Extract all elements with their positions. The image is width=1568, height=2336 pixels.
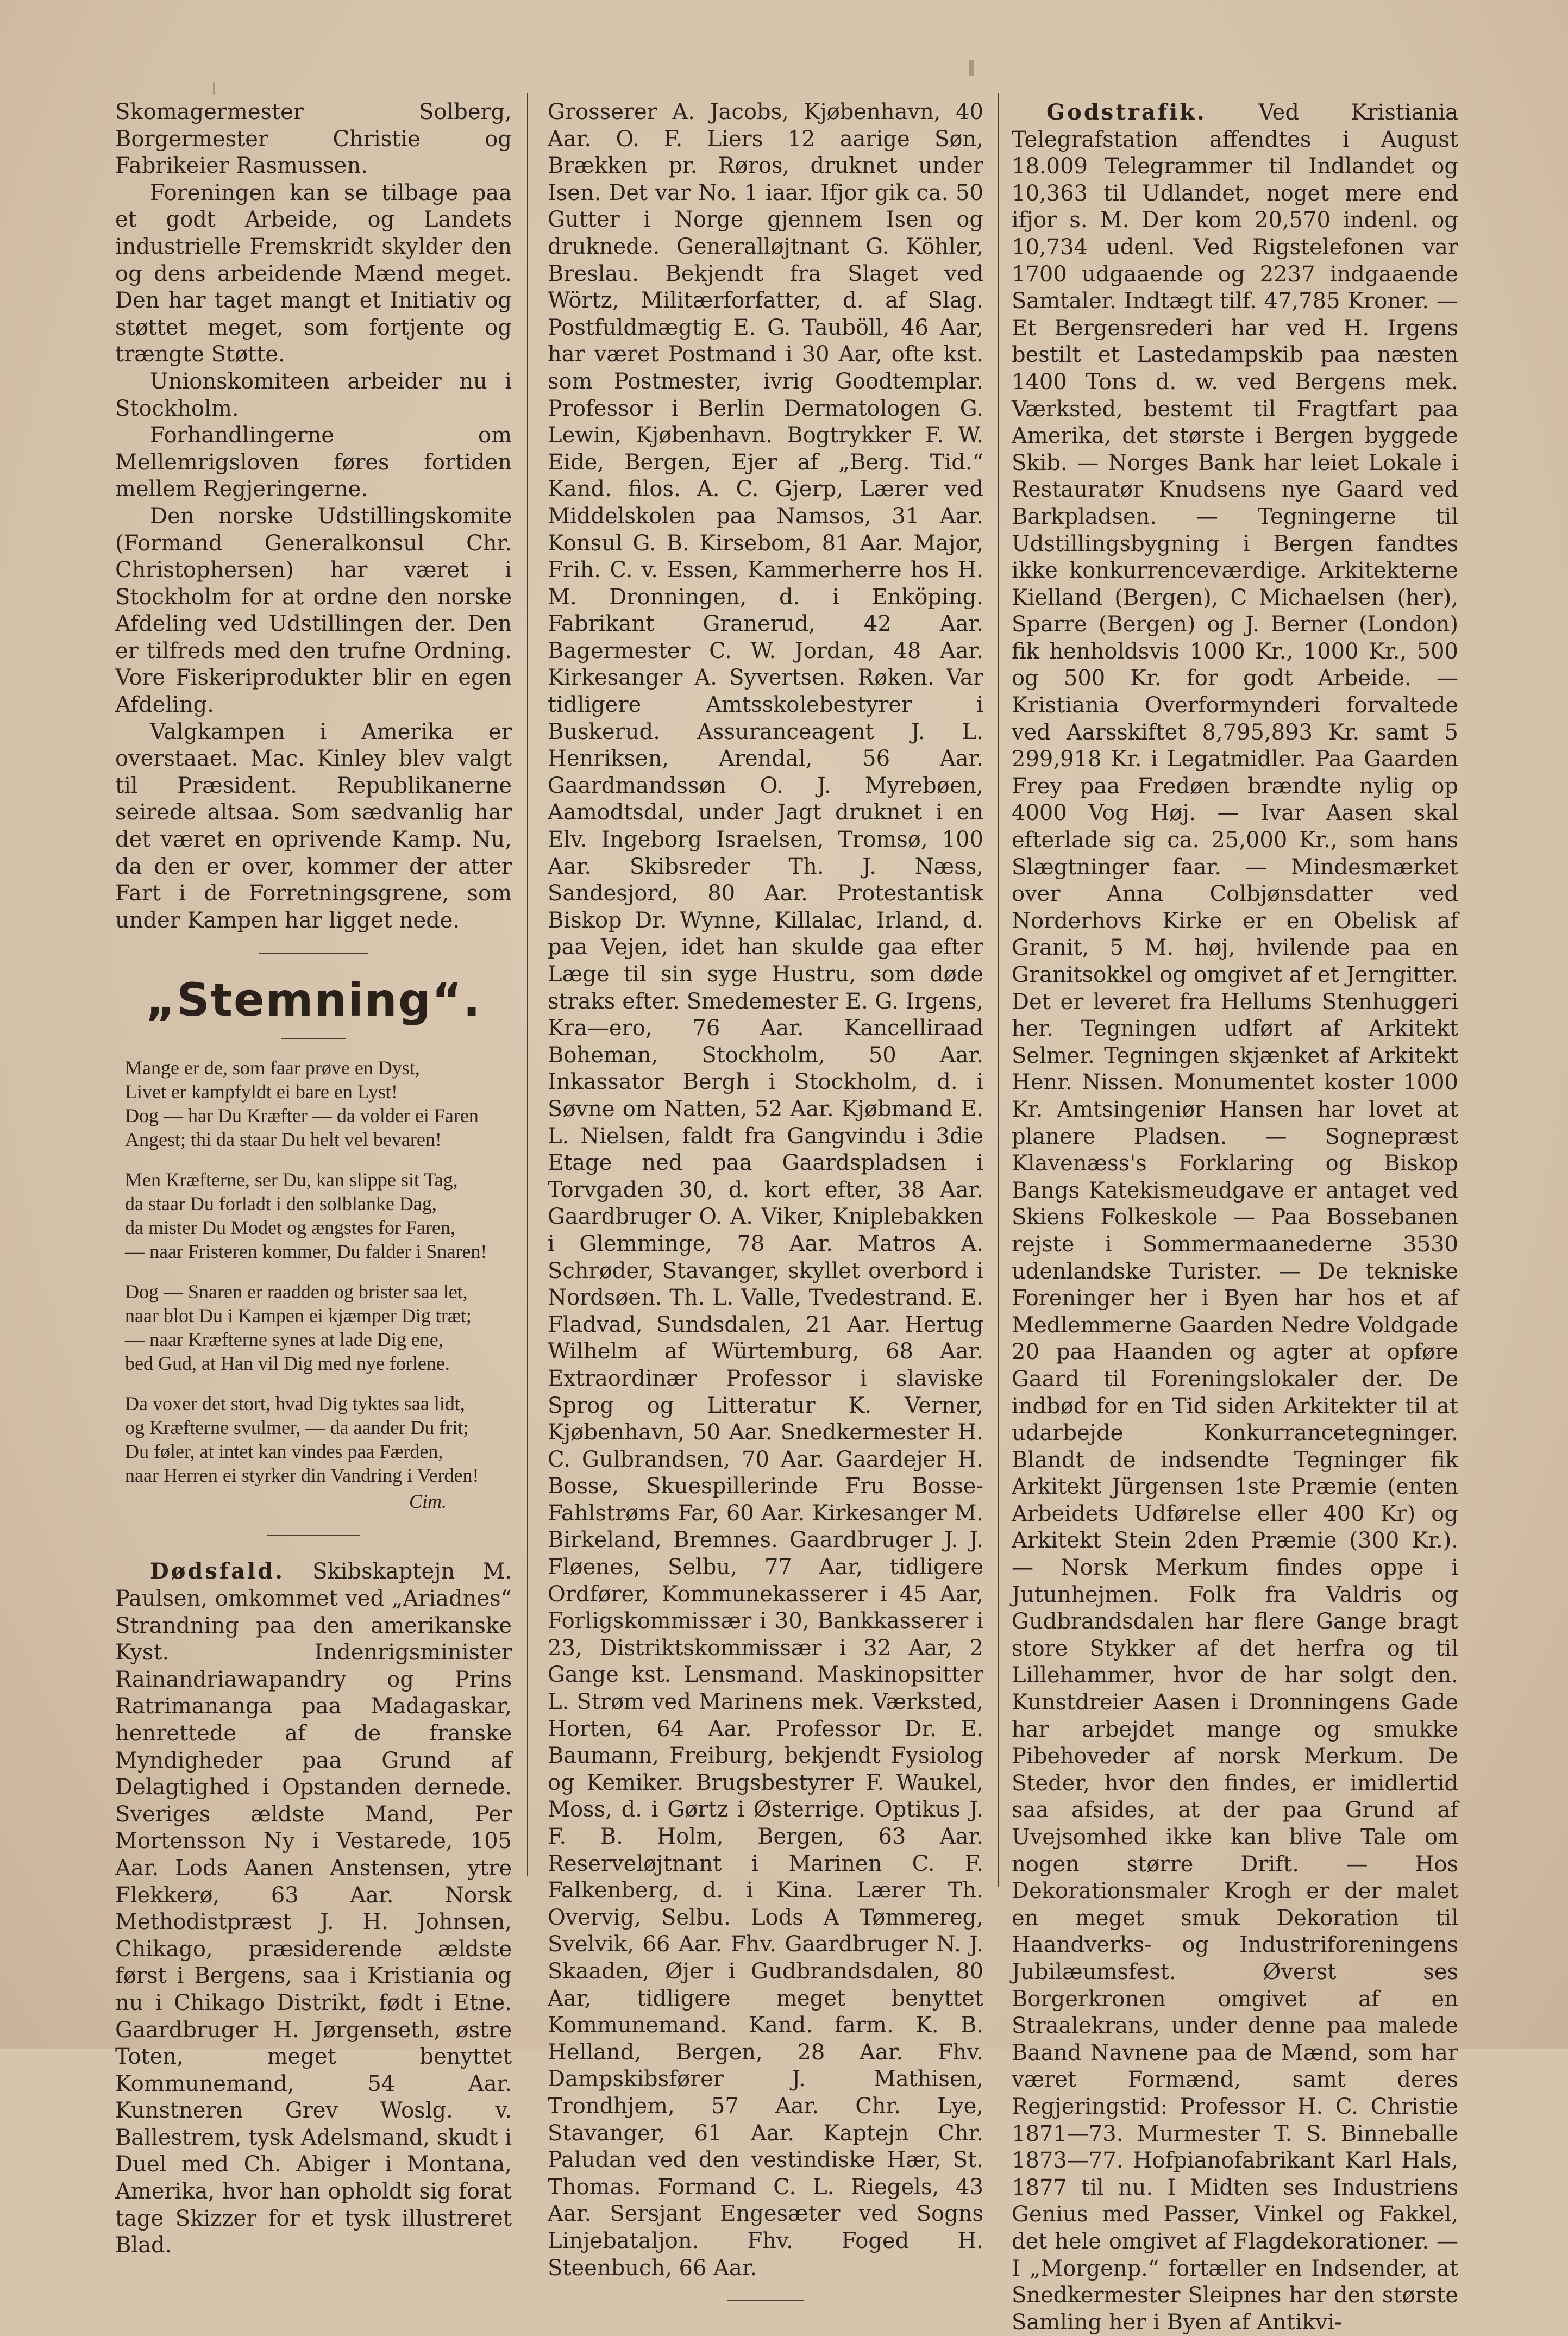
poem-stanza bbox=[125, 1392, 512, 1487]
section-divider bbox=[267, 1535, 360, 1536]
poem-line: da mister Du Modet og ængstes for Faren, bbox=[125, 1217, 455, 1239]
column-middle bbox=[548, 99, 983, 2318]
poem-line: Mange er de, som faar prøve en Dyst, bbox=[125, 1057, 420, 1079]
paragraph-udstillingskomite: Den norske Udstillingskomite (Formand Generalkonsul Chr. Christophersen) har været i Stockholm for at ordne den norske Afdeling ved Udstillingen der. Den er tilfreds med den trufne Ordning. Vore Fiskeriprodukter blir en egen Afdeling. bbox=[115, 503, 512, 718]
dodsfald-paragraph bbox=[115, 1558, 512, 2259]
poem-line: — naar Fristeren kommer, Du falder i Snaren! bbox=[125, 1241, 487, 1263]
poem-line: Dog — har Du Kræfter — da volder ei Faren bbox=[125, 1105, 479, 1127]
paragraph-unionskomiteen: Unionskomiteen arbeider nu i Stockholm. bbox=[115, 368, 512, 421]
poem-line: Angest; thi da staar Du helt vel bevaren! bbox=[125, 1129, 442, 1151]
poem-line: Dog — Snaren er raadden og brister saa let, bbox=[125, 1281, 468, 1303]
paragraph-foreningen: Foreningen kan se tilbage paa et godt Arbeide, og Landets industrielle Fremskridt skylder den og dens arbeidende Mænd meget. Den har taget mangt et Initiativ og støttet meget, som fortjente og trængte Støtte. bbox=[115, 180, 512, 367]
poem-line: — naar Kræfterne synes at lade Dig ene, bbox=[125, 1329, 443, 1351]
poem-stanza bbox=[125, 1168, 512, 1263]
poem-signature: Cim. bbox=[409, 1490, 447, 1513]
section-end-divider bbox=[727, 2300, 804, 2301]
poem-title: „Stemning“. bbox=[146, 973, 481, 1027]
poem-title-underline bbox=[281, 1038, 346, 1039]
poem-line: og Kræfterne svulmer, — da aander Du frit; bbox=[125, 1417, 469, 1439]
poem-line: da staar Du forladt i den solblanke Dag, bbox=[125, 1193, 437, 1215]
poem-stanza bbox=[125, 1280, 512, 1375]
dodsfald-heading: Dødsfald. bbox=[150, 1558, 285, 1585]
dodsfald-body: Skibskaptejn M. Paulsen, omkommet ved „Ariadnes“ Strandning paa den amerikanske Kyst. Indenrigsminister Rainandriawapandry og Prins Ratrimananga paa Madagaskar, henrettede af de franske Myndigheder paa Grund af Delagtighed i Opstanden dernede. Sveriges ældste Mand, Per Mortensson Ny i Vestarede, 105 Aar. Lods Aanen Anstensen, ytre Flekkerø, 63 Aar. Norsk Methodistpræst J. H. Johnsen, Chikago, præsiderende ældste først i Bergens, saa i Kristiania og nu i Chikago Distrikt, født i Etne. Gaardbruger H. Jørgenseth, østre Toten, meget benyttet Kommunemand, 54 Aar. Kunstneren Grev Woslg. v. Ballestrem, tysk Adelsmand, skudt i Duel med Ch. Abiger i Montana, Amerika, hvor han opholdt sig forat tage Skizzer for et tysk illustreret Blad. bbox=[115, 1559, 512, 2258]
paper-blemish bbox=[213, 82, 215, 95]
poem-line: naar blot Du i Kampen ei kjæmper Dig træt; bbox=[125, 1305, 472, 1327]
column-left bbox=[115, 99, 512, 2259]
poem-line: Livet er kampfyldt ei bare en Lyst! bbox=[125, 1081, 398, 1103]
poem-line: bed Gud, at Han vil Dig med nye forlene. bbox=[125, 1352, 450, 1375]
column-divider-1 bbox=[527, 93, 528, 1876]
godstrafik-paragraph bbox=[1012, 99, 1458, 2336]
paragraph-valgkampen: Valgkampen i Amerika er overstaaet. Mac. Kinley blev valgt til Præsident. Republikanerne seirede altsaa. Som sædvanlig har det været en oprivende Kamp. Nu, da den er over, kommer der atter Fart i de Forretningsgrene, som under Kampen har ligget nede. bbox=[115, 719, 512, 933]
poem-line: Du føler, at intet kan vindes paa Færden, bbox=[125, 1441, 443, 1463]
column-divider-2 bbox=[998, 93, 999, 1887]
paper-blemish bbox=[969, 60, 974, 76]
poem bbox=[125, 1056, 512, 1513]
poem-line: Men Kræfterne, ser Du, kan slippe sit Tag, bbox=[125, 1169, 458, 1191]
article-continuation: Skomagermester Solberg, Borgermester Christie og Fabrikeier Rasmussen. bbox=[115, 99, 512, 179]
godstrafik-body: Ved Kristiania Telegrafstation affendtes i August 18.009 Telegrammer til Indlandet og 10,363 til Udlandet, noget mere end ifjor s. M. Der kom 20,570 indenl. og 10,734 udenl. Ved Rigstelefonen var 1700 udgaaende og 2237 indgaaende Samtaler. Indtægt tilf. 47,785 Kroner. — Et Bergensrederi har ved H. Irgens bestilt et Lastedampskib paa næsten 1400 Tons d. w. ved Bergens mek. Værksted, bestemt til Fragtfart paa Amerika, det største i Bergen byggede Skib. — Norges Bank har leiet Lokale i Restauratør Knudsens nye Gaard ved Barkpladsen. — Tegningerne til Udstillingsbygning i Bergen fandtes ikke konkurrenceværdige. Arkitekterne Kielland (Bergen), C Michaelsen (her), Sparre (Bergen) og J. Berner (London) fik henholdsvis 1000 Kr., 1000 Kr., 500 og 500 Kr. for godt Arbeide. — Kristiania Overformynderi forvaltede ved Aarsskiftet 8,795,893 Kr. samt 5 299,918 Kr. i Legatmidler. Paa Gaarden Frey paa Fredøen brændte nylig op 4000 Vog Høj. — Ivar Aasen skal efterlade sig ca. 25,000 Kr., som hans Slægtninger faar. — Mindesmærket over Anna Colbjønsdatter ved Norderhovs Kirke er en Obelisk af Granit, 5 M. høj, hvilende paa en Granitsokkel og omgivet af et Jerngitter. Det er leveret fra Hellums Stenhuggeri her. Tegningen udført af Arkitekt Selmer. Tegningen skjænket af Arkitekt Henr. Nissen. Monumentet koster 1000 Kr. Amtsingeniør Hansen har lovet at planere Pladsen. — Sognepræst Klavenæss's Forklaring og Biskop Bangs Katekismeudgave er antaget ved Skiens Folkeskole — Paa Bossebanen rejste i Sommermaanederne 3530 udenlandske Turister. — De tekniske Foreninger her i Byen har hos et af Medlemmerne Gaarden Nedre Voldgade 20 paa Haanden og agter at opføre Gaard til Foreningslokaler der. De indbød for en Tid siden Arkitekter til at udarbejde Konkurrancetegninger. Blandt de indsendte Tegninger fik Arkitekt Jürgensen 1ste Præmie (enten Arbeidets Udførelse eller 400 Kr) og Arkitekt Stein 2den Præmie (300 Kr.). — Norsk Merkum findes oppe i Jutunhejmen. Folk fra Valdris og Gudbrandsdalen har flere Gange bragt store Stykker af det herfra og til Lillehammer, hvor de har solgt den. Kunstdreier Aasen i Dronningens Gade har arbejdet mange og smukke Pibehoveder af norsk Merkum. De Steder, hvor den findes, er imidlertid saa afsides, at der paa Grund af Uvejsomhed ikke kan blive Tale om nogen større Drift. — Hos Dekorationsmaler Krogh er der malet en meget smuk Dekoration til Haandverks- og Industriforeningens Jubilæumsfest. Øverst ses Borgerkronen omgivet af en Straalekrans, under denne paa malede Baand Navnene paa de Mænd, som har været Formænd, samt deres Regjeringstid: Professor H. C. Christie 1871—73. Murmester T. S. Binneballe 1873—77. Hofpianofabrikant Karl Hals, 1877 til nu. I Midten ses Industriens Genius med Passer, Vinkel og Fakkel, det hele omgivet af Flagdekorationer. — I „Morgenp.“ fortæller en Indsender, at Snedkermester Sleipnes har den største Samling her i Byen af Antikvi- bbox=[1012, 100, 1458, 2335]
section-divider bbox=[259, 953, 368, 954]
poem-line: Da voxer det stort, hvad Dig tyktes saa lidt, bbox=[125, 1393, 465, 1415]
poem-stanza bbox=[125, 1056, 512, 1151]
godstrafik-heading: Godstrafik. bbox=[1046, 99, 1207, 125]
poem-line: naar Herren ei styrker din Vandring i Verden! bbox=[125, 1464, 479, 1487]
column-right bbox=[1012, 99, 1458, 2336]
obituary-list: Grosserer A. Jacobs, Kjøbenhavn, 40 Aar. O. F. Liers 12 aarige Søn, Brækken pr. Røros, druknet under Isen. Det var No. 1 iaar. Ifjor gik ca. 50 Gutter i Norge gjennem Isen og druknede. Generalløjtnant G. Köhler, Breslau. Bekjendt fra Slaget ved Wörtz, Militærforfatter, d. af Slag. Postfuldmægtig E. G. Tauböll, 46 Aar, har været Postmand i 30 Aar, ofte kst. som Postmester, ivrig Goodtemplar. Professor i Berlin Dermatologen G. Lewin, Kjøbenhavn. Bogtrykker F. W. Eide, Bergen, Ejer af „Berg. Tid.“ Kand. filos. A. C. Gjerp, Lærer ved Middelskolen paa Namsos, 31 Aar. Konsul G. B. Kirsebom, 81 Aar. Major, Frih. C. v. Essen, Kammerherre hos H. M. Dronningen, d. i Enköping. Fabrikant Granerud, 42 Aar. Bagermester C. W. Jordan, 48 Aar. Kirkesanger A. Syvertsen. Røken. Var tidligere Amtsskolebestyrer i Buskerud. Assuranceagent J. L. Henriksen, Arendal, 56 Aar. Gaardmandssøn O. J. Myrebøen, Aamodtsdal, under Jagt druknet i en Elv. Ingeborg Israelsen, Tromsø, 100 Aar. Skibsreder Th. J. Næss, Sandesjord, 80 Aar. Protestantisk Biskop Dr. Wynne, Killalac, Irland, d. paa Vejen, idet han skulde gaa efter Læge til sin syge Hustru, som døde straks efter. Smedemester E. G. Irgens, Kra—ero, 76 Aar. Kancelliraad Boheman, Stockholm, 50 Aar. Inkassator Bergh i Stockholm, d. i Søvne om Natten, 52 Aar. Kjøbmand E. L. Nielsen, faldt fra Gangvindu i 3die Etage ned paa Gaardspladsen i Torvgaden 30, d. kort efter, 38 Aar. Gaardbruger O. A. Viker, Kniplebakken i Glemminge, 78 Aar. Matros A. Schrøder, Stavanger, skyllet overbord i Nordsøen. Th. L. Valle, Tvedestrand. E. Fladvad, Sundsdalen, 21 Aar. Hertug Wilhelm af Würtemburg, 68 Aar. Extraordinær Professor i slaviske Sprog og Litteratur K. Verner, Kjøbenhavn, 50 Aar. Snedkermester H. C. Gulbrandsen, 70 Aar. Gaardejer H. Bosse, Skuespillerinde Fru Bosse-Fahlstrøms Far, 60 Aar. Kirkesanger M. Birkeland, Bremnes. Gaardbruger J. J. Fløenes, Selbu, 77 Aar, tidligere Ordfører, Kommunekasserer i 45 Aar, Forligskommissær i 30, Bankkasserer i 23, Distriktskommissær i 32 Aar, 2 Gange kst. Lensmand. Maskinopsitter L. Strøm ved Marinens mek. Værksted, Horten, 64 Aar. Professor Dr. E. Baumann, Freiburg, bekjendt Fysiolog og Kemiker. Brugsbestyrer F. Waukel, Moss, d. i Gørtz i Østerrige. Optikus J. F. B. Holm, Bergen, 63 Aar. Reserveløjtnant i Marinen C. F. Falkenberg, d. i Kina. Lærer Th. Overvig, Selbu. Lods A Tømmereg, Svelvik, 66 Aar. Fhv. Gaardbruger N. J. Skaaden, Øjer i Gudbrandsdalen, 80 Aar, tidligere meget benyttet Kommunemand. Kand. farm. K. B. Helland, Bergen, 28 Aar. Fhv. Dampskibsfører J. Mathisen, Trondhjem, 57 Aar. Chr. Lye, Stavanger, 61 Aar. Kaptejn Chr. Paludan ved den vestindiske Hær, St. Thomas. Formand C. L. Riegels, 43 Aar. Sersjant Engesæter ved Sogns Linjebataljon. Fhv. Foged H. Steenbuch, 66 Aar. bbox=[548, 99, 983, 2281]
paragraph-forhandlingerne: Forhandlingerne om Mellemrigsloven føres fortiden mellem Regjeringerne. bbox=[115, 423, 512, 502]
